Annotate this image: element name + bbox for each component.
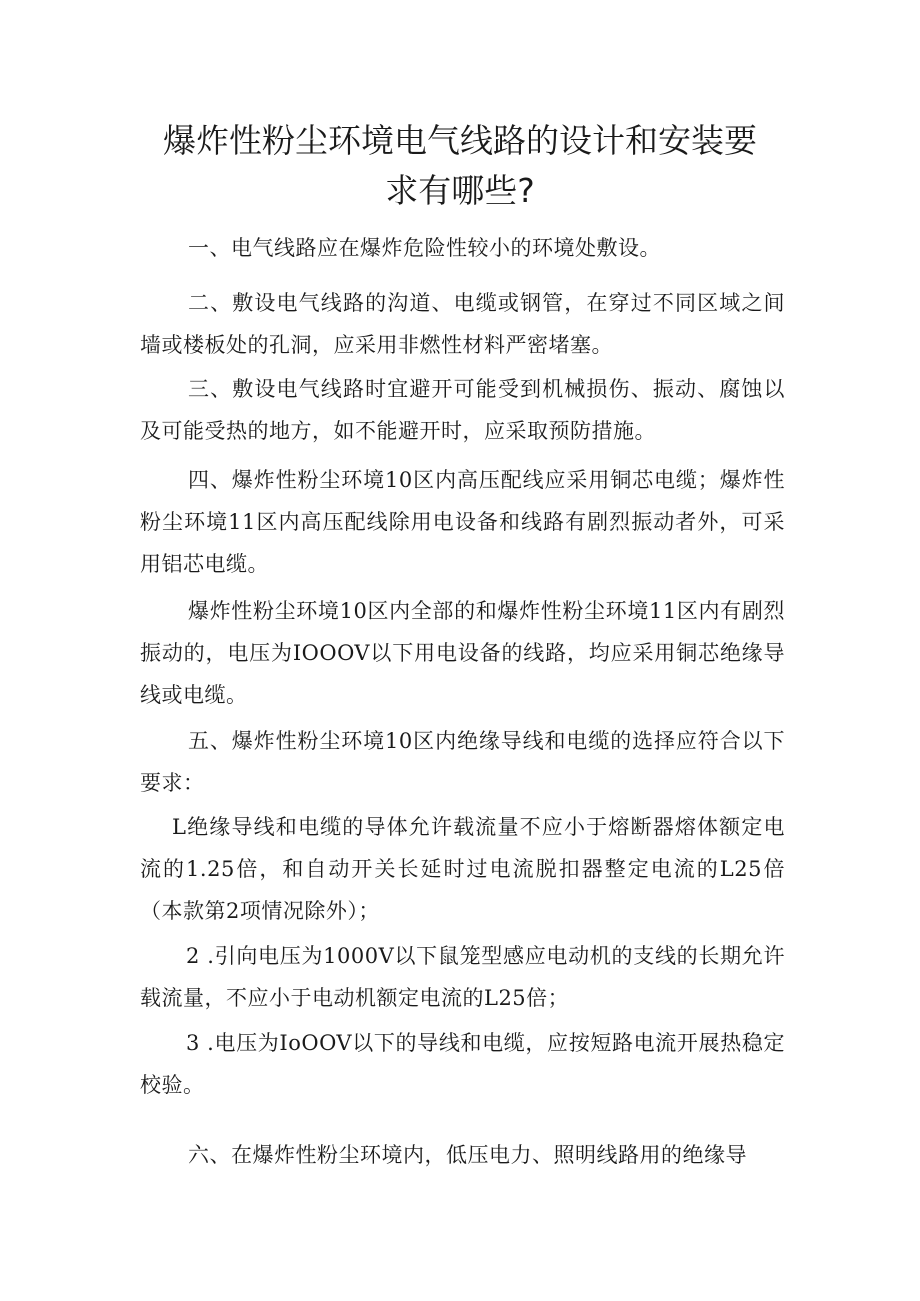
paragraph-1: 一、电气线路应在爆炸危险性较小的环境处敷设。 (188, 236, 661, 260)
paragraph-6: 五、爆炸性粉尘环境10区内绝缘导线和电缆的选择应符合以下要求： (140, 729, 785, 795)
paragraph-3: 三、敷设电气线路时宜避开可能受到机械损伤、振动、腐蚀以及可能受热的地方，如不能避开时，应采取预防措施。 (140, 377, 785, 443)
title-line-2: 求有哪些? (385, 171, 535, 210)
paragraph-7: L绝缘导线和电缆的导体允许载流量不应小于熔断器熔体额定电流的1.25倍，和自动开关长延时过电流脱扣器整定电流的L25倍（本款第2项情况除外）； (140, 815, 785, 923)
document-title (150, 116, 770, 216)
paragraph-5: 爆炸性粉尘环境10区内全部的和爆炸性粉尘环境11区内有剧烈振动的，电压为IOOOV以下用电设备的线路，均应采用铜芯绝缘导线或电缆。 (140, 599, 785, 707)
paragraph-9: 3 .电压为IoOOV以下的导线和电缆，应按短路电流开展热稳定校验。 (140, 1031, 785, 1097)
title-line-1: 爆炸性粉尘环境电气线路的设计和安装要 (163, 121, 757, 160)
paragraph-10: 六、在爆炸性粉尘环境内，低压电力、照明线路用的绝缘导 (188, 1143, 747, 1167)
paragraph-8: 2 .引向电压为1000V以下鼠笼型感应电动机的支线的长期允许载流量，不应小于电动机额定电流的L25倍； (140, 944, 785, 1010)
paragraph-4: 四、爆炸性粉尘环境10区内高压配线应采用铜芯电缆；爆炸性粉尘环境11区内高压配线除用电设备和线路有剧烈振动者外，可采用铝芯电缆。 (140, 468, 785, 576)
paragraph-2: 二、敷设电气线路的沟道、电缆或钢管，在穿过不同区域之间墙或楼板处的孔洞，应采用非燃性材料严密堵塞。 (140, 291, 785, 357)
